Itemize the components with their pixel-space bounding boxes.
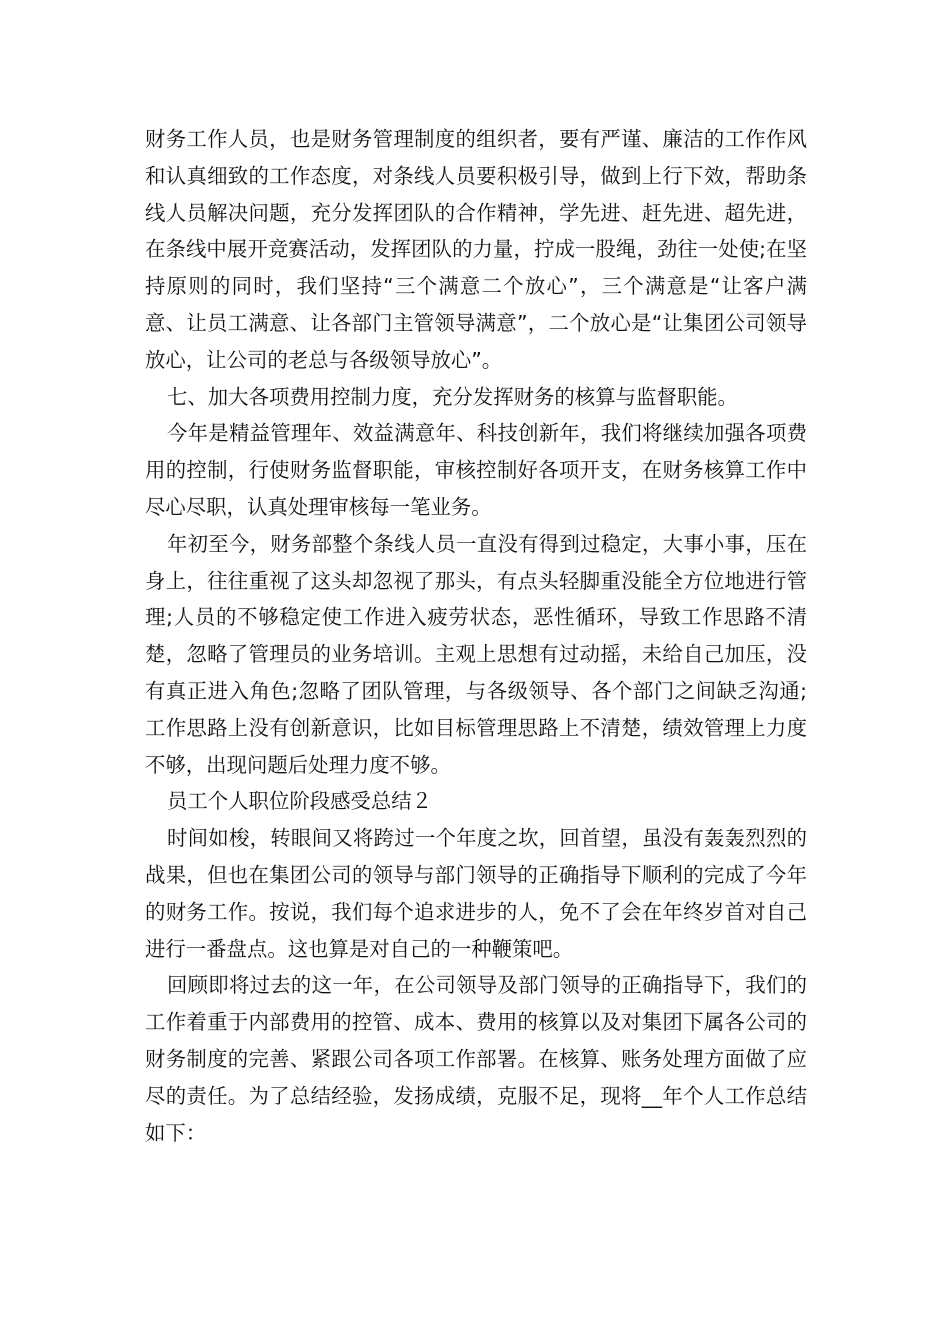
paragraph-looking-back: 回顾即将过去的这一年，在公司领导及部门领导的正确指导下，我们的工作着重于内部费用的控管、成本、费用的核算以及对集团下属各公司的财务制度的完善、紧跟公司各项工作部署。在核算、账务处理方面做了应尽的责任。为了总结经验，发扬成绩，克服不足，现将__年个人工作总结如下： <box>145 973 807 1145</box>
summary-title-2: 员工个人职位阶段感受总结２ <box>167 789 433 814</box>
section-heading-seven: 七、加大各项费用控制力度，充分发挥财务的核算与监督职能。 <box>167 384 738 409</box>
paragraph-year-review: 时间如梭，转眼间又将跨过一个年度之坎，回首望，虽没有轰轰烈烈的战果，但也在集团公司的领导与部门领导的正确指导下顺利的完成了今年的财务工作。按说，我们每个追求进步的人，免不了会在年终岁首对自己进行一番盘点。这也算是对自己的一种鞭策吧。 <box>145 826 807 961</box>
paragraph-cost-control: 今年是精益管理年、效益满意年、科技创新年，我们将继续加强各项费用的控制，行使财务监督职能，审核控制好各项开支，在财务核算工作中尽心尽职，认真处理审核每一笔业务。 <box>145 421 807 519</box>
document-body <box>145 121 807 1151</box>
paragraph-finance-staff-role: 财务工作人员，也是财务管理制度的组织者，要有严谨、廉洁的工作作风和认真细致的工作态度，对条线人员要积极引导，做到上行下效，帮助条线人员解决问题，充分发挥团队的合作精神，学先进、赶先进、超先进，在条线中展开竞赛活动，发挥团队的力量，拧成一股绳，劲往一处使;在坚持原则的同时，我们坚持“三个满意二个放心”，三个满意是“让客户满意、让员工满意、让各部门主管领导满意”，二个放心是“让集团公司领导放心，让公司的老总与各级领导放心”。 <box>145 127 807 372</box>
paragraph-staff-instability: 年初至今，财务部整个条线人员一直没有得到过稳定，大事小事，压在身上，往往重视了这头却忽视了那头，有点头轻脚重没能全方位地进行管理;人员的不够稳定使工作进入疲劳状态，恶性循环，导致工作思路不清楚，忽略了管理员的业务培训。主观上思想有过动摇，未给自己加压，没有真正进入角色;忽略了团队管理，与各级领导、各个部门之间缺乏沟通;工作思路上没有创新意识，比如目标管理思路上不清楚，绩效管理上力度不够，出现问题后处理力度不够。 <box>145 531 807 777</box>
